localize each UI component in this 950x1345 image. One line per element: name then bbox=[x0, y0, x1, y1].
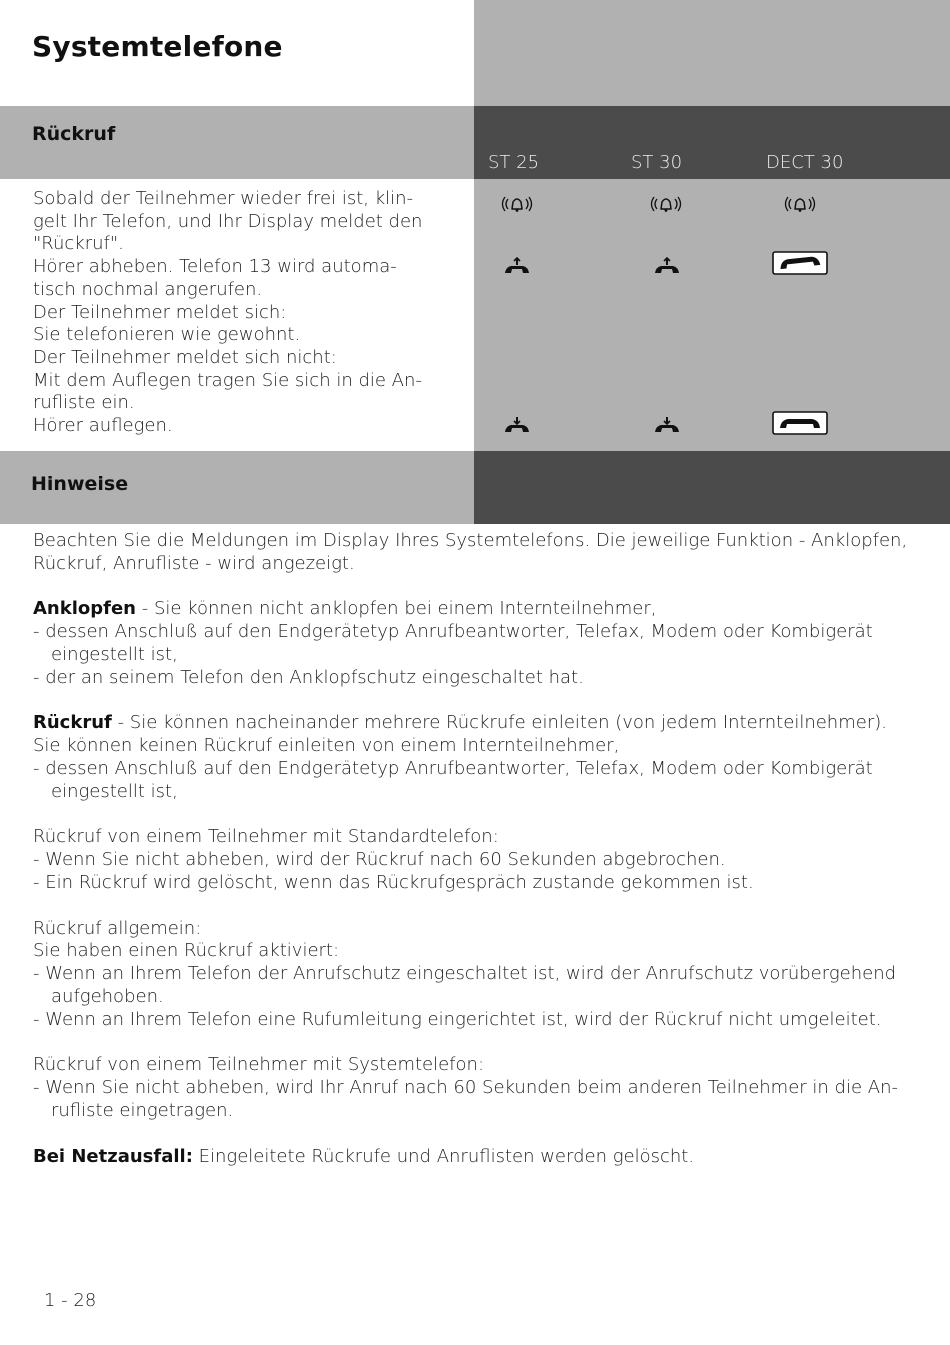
handset-off-hook-icon bbox=[504, 257, 530, 275]
hinweise-right-bar bbox=[474, 451, 950, 524]
note-line: Beachten Sie die Meldungen im Display Ihres Systemtelefons. Die jeweilige Funktion - Anklopfen, bbox=[33, 530, 908, 551]
note-anklopfen bbox=[33, 598, 913, 621]
note-bullet: - Wenn an Ihrem Telefon der Anrufschutz eingeschaltet ist, wird der Anrufschutz vorübergehend bbox=[33, 963, 897, 985]
step-line: rufliste ein. bbox=[33, 392, 135, 414]
note-bullet-cont: aufgehoben. bbox=[51, 985, 164, 1007]
note-term: Bei Netzausfall: bbox=[33, 1145, 193, 1167]
note-line: Rückruf, Anrufliste - wird angezeigt. bbox=[33, 552, 355, 574]
note-line: Rückruf allgemein: bbox=[33, 917, 202, 939]
note-bullet: - Ein Rückruf wird gelöscht, wenn das Rückrufgespräch zustande gekommen ist. bbox=[33, 871, 754, 893]
header-right-panel bbox=[474, 0, 950, 106]
note-bullet: - der an seinem Telefon den Anklopfschutz eingeschaltet hat. bbox=[33, 666, 584, 688]
handset-on-hook-icon bbox=[504, 416, 530, 434]
note-line: Sie haben einen Rückruf aktiviert: bbox=[33, 940, 340, 962]
note-bullet-cont: rufliste eingetragen. bbox=[51, 1099, 234, 1121]
note-line: Rückruf von einem Teilnehmer mit Standardtelefon: bbox=[33, 826, 499, 848]
note-text: - Sie können nicht anklopfen bei einem Internteilnehmer, bbox=[136, 598, 657, 620]
note-bullet: - Wenn an Ihrem Telefon eine Rufumleitung eingerichtet ist, wird der Rückruf nicht umgeleitet. bbox=[33, 1008, 882, 1030]
ringing-bell-icon bbox=[782, 194, 818, 214]
step-line: Mit dem Auflegen tragen Sie sich in die An- bbox=[33, 369, 422, 391]
section-title-hinweise: Hinweise bbox=[31, 473, 129, 495]
rueckruf-steps bbox=[33, 188, 453, 438]
hinweise-notes bbox=[33, 530, 913, 1168]
step-line: Der Teilnehmer meldet sich: bbox=[33, 301, 287, 323]
note-bullet: - Wenn Sie nicht abheben, wird Ihr Anruf nach 60 Sekunden beim anderen Teilnehmer in die An- bbox=[33, 1077, 898, 1099]
ringing-bell-icon bbox=[499, 194, 535, 214]
note-bullet-cont: eingestellt ist, bbox=[51, 780, 178, 802]
note-rueckruf bbox=[33, 712, 913, 735]
step-line: Sie telefonieren wie gewohnt. bbox=[33, 324, 301, 346]
handset-on-hook-icon bbox=[654, 416, 680, 434]
page-title: Systemtelefone bbox=[32, 30, 283, 63]
column-header-st30: ST 30 bbox=[631, 152, 683, 173]
step-line: Hörer auflegen. bbox=[33, 415, 173, 437]
handset-off-hook-icon bbox=[654, 257, 680, 275]
note-netzausfall bbox=[33, 1146, 913, 1169]
step-line: Sobald der Teilnehmer wieder frei ist, klin- bbox=[33, 188, 414, 209]
note-term: Rückruf bbox=[33, 712, 112, 734]
note-line: Sie können keinen Rückruf einleiten von einem Internteilnehmer, bbox=[33, 735, 620, 757]
note-bullet: - Wenn Sie nicht abheben, wird der Rückruf nach 60 Sekunden abgebrochen. bbox=[33, 849, 726, 871]
column-header-dect30: DECT 30 bbox=[766, 152, 844, 173]
step-line: "Rückruf". bbox=[33, 233, 124, 255]
column-header-bar bbox=[474, 106, 950, 179]
page-number: 1 - 28 bbox=[44, 1290, 97, 1311]
step-line: gelt Ihr Telefon, und Ihr Display meldet den bbox=[33, 210, 423, 232]
column-header-st25: ST 25 bbox=[488, 152, 540, 173]
note-term: Anklopfen bbox=[33, 598, 136, 620]
note-bullet: - dessen Anschluß auf den Endgerätetyp Anrufbeantworter, Telefax, Modem oder Kombigerät bbox=[33, 621, 873, 643]
dect-end-button-icon bbox=[772, 411, 828, 435]
dect-talk-button-icon bbox=[772, 251, 828, 275]
step-line: Der Teilnehmer meldet sich nicht: bbox=[33, 346, 337, 368]
note-text: Eingeleitete Rückrufe und Anruflisten werden gelöscht. bbox=[192, 1145, 695, 1167]
step-line: tisch nochmal angerufen. bbox=[33, 278, 263, 300]
note-bullet: - dessen Anschluß auf den Endgerätetyp Anrufbeantworter, Telefax, Modem oder Kombigerät bbox=[33, 757, 873, 779]
note-text: - Sie können nacheinander mehrere Rückrufe einleiten (von jedem Internteilnehmer). bbox=[111, 712, 887, 734]
columns-panel bbox=[474, 179, 950, 451]
section-title-rueckruf: Rückruf bbox=[32, 123, 116, 145]
note-bullet-cont: eingestellt ist, bbox=[51, 643, 178, 665]
ringing-bell-icon bbox=[648, 194, 684, 214]
note-line: Rückruf von einem Teilnehmer mit Systemtelefon: bbox=[33, 1054, 485, 1076]
step-line: Hörer abheben. Telefon 13 wird automa- bbox=[33, 256, 397, 278]
